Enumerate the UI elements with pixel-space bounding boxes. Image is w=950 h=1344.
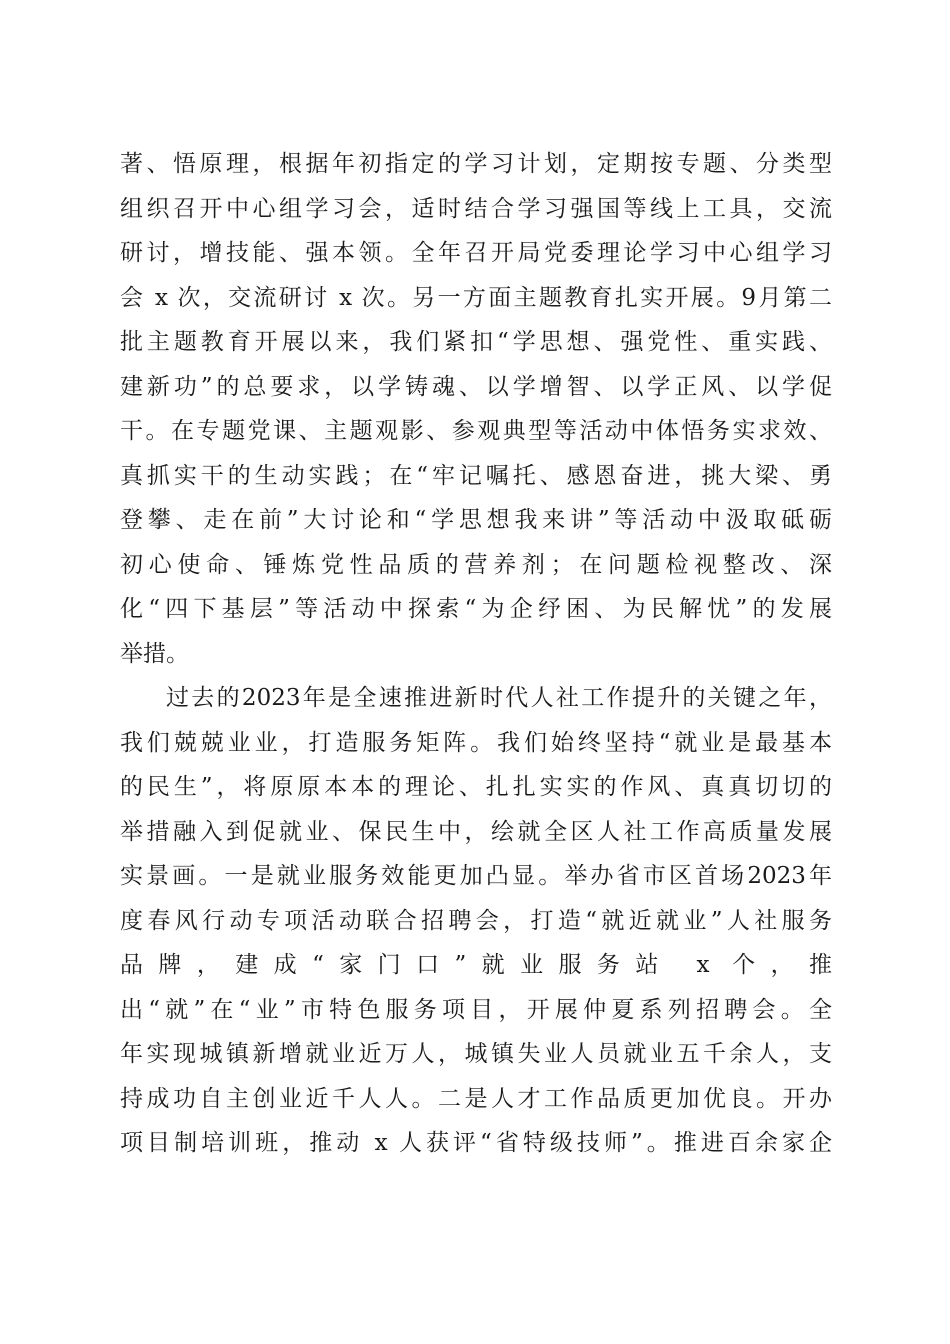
text-line: 出“就”在“业”市特色服务项目，开展仲夏系列招聘会。全 <box>120 996 832 1023</box>
text-line: 干。在专题党课、主题观影、参观典型等活动中体悟务实求效、 <box>120 418 832 444</box>
text-line: 登攀、走在前”大讨论和“学思想我来讲”等活动中汲取砥砺 <box>120 507 832 533</box>
text-line: 著、悟原理，根据年初指定的学习计划，定期按专题、分类型 <box>120 151 832 177</box>
text-line: 过去的2023年是全速推进新时代人社工作提升的关键之年， <box>166 685 832 711</box>
text-line: 批主题教育开展以来，我们紧扣“学思想、强党性、重实践、 <box>120 329 832 355</box>
document-body <box>120 142 832 1166</box>
text-line: 项目制培训班，推动 x 人获评“省特级技师”。推进百余家企 <box>120 1130 832 1156</box>
text-line: 度春风行动专项活动联合招聘会，打造“就近就业”人社服务 <box>120 907 832 934</box>
text-line: 我们兢兢业业，打造服务矩阵。我们始终坚持“就业是最基本 <box>120 729 832 756</box>
text-line: 研讨，增技能、强本领。全年召开局党委理论学习中心组学习 <box>120 240 832 266</box>
paragraph-2 <box>120 676 832 1166</box>
text-line: 建新功”的总要求，以学铸魂、以学增智、以学正风、以学促 <box>120 373 832 400</box>
text-line: 组织召开中心组学习会，适时结合学习强国等线上工具，交流 <box>120 195 832 222</box>
text-line: 的民生”，将原原本本的理论、扎扎实实的作风、真真切切的 <box>120 774 832 800</box>
text-line: 举措融入到促就业、保民生中，绘就全区人社工作高质量发展 <box>120 818 832 845</box>
text-line: 举措。 <box>120 640 189 667</box>
text-line: 真抓实干的生动实践；在“牢记嘱托、感恩奋进，挑大梁、勇 <box>120 462 832 489</box>
text-line: 初心使命、锤炼党性品质的营养剂；在问题检视整改、深 <box>120 551 832 578</box>
paragraph-1 <box>120 142 832 676</box>
text-line: 化“四下基层”等活动中探索“为企纾困、为民解忧”的发展 <box>120 596 832 622</box>
text-line: 会 x 次，交流研讨 x 次。另一方面主题教育扎实开展。9月第二 <box>120 284 832 311</box>
text-line: 年实现城镇新增就业近万人，城镇失业人员就业五千余人，支 <box>120 1041 832 1067</box>
text-line: 品牌，建成“家门口”就业服务站 x 个，推 <box>120 952 832 978</box>
text-line: 持成功自主创业近千人人。二是人才工作品质更加优良。开办 <box>120 1085 832 1112</box>
text-line: 实景画。一是就业服务效能更加凸显。举办省市区首场2023年 <box>120 863 832 889</box>
